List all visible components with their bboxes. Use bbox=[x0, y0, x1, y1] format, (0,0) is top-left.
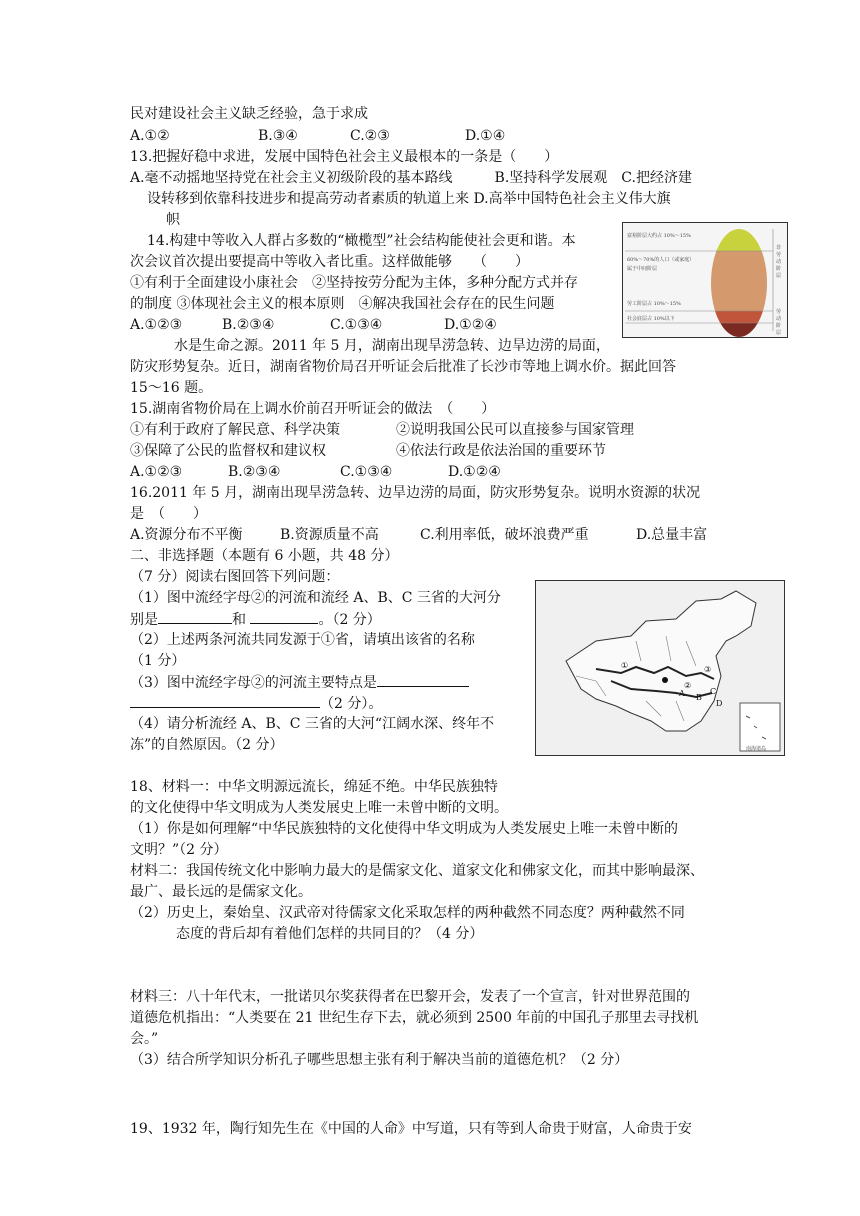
q17-sub: （4）请分析流经 A、B、C 三省的大河“江阔水深、终年不 bbox=[130, 716, 495, 732]
material-text: 15～16 题。 bbox=[130, 380, 213, 396]
q19-stem: 19、1932 年，陶行知先生在《中国的人命》中写道，只有等到人命贵于财富，人命贵于安 bbox=[130, 1121, 692, 1137]
option-d: D.①②④ bbox=[444, 317, 497, 333]
q16-stem: 16.2011 年 5 月，湖南出现旱涝急转、边旱边涝的局面，防灾形势复杂。说明水资源的状况 bbox=[130, 485, 701, 501]
q17-sub: 别是 和 。（2 分） bbox=[130, 609, 381, 630]
option-b: B.③④ bbox=[258, 128, 298, 144]
option-c: C.①③④ bbox=[330, 317, 383, 333]
q15-statement: ③保障了公民的监督权和建议权 ④依法行政是依法治国的重要环节 bbox=[130, 443, 606, 459]
q17-sub: （2 分）。 bbox=[130, 693, 382, 714]
q17-stem: （7 分）阅读右图回答下列问题： bbox=[130, 569, 340, 585]
figure-label: 60%～70%的人口（或家庭） bbox=[627, 257, 695, 263]
q12-options bbox=[130, 126, 505, 146]
map-label: B bbox=[696, 693, 702, 702]
option-a: A.①②③ bbox=[130, 464, 183, 480]
material-text: 材料三：八十年代末，一批诺贝尔奖获得者在巴黎开会，发表了一个宣言，针对世界范围的 bbox=[130, 989, 690, 1005]
material-text: 材料二：我国传统文化中影响力最大的是儒家文化、道家文化和佛家文化，而其中影响最深、 bbox=[130, 863, 704, 879]
option-b: B.②③④ bbox=[228, 464, 281, 480]
figure-side-label: 劳动阶层 bbox=[776, 309, 782, 336]
text-line: 民对建设社会主义缺乏经验，急于求成 bbox=[130, 106, 368, 122]
answer-blank[interactable] bbox=[158, 609, 232, 624]
material-text: 防灾形势复杂。近日，湖南省物价局召开听证会后批准了长沙市等地上调水价。据此回答 bbox=[130, 359, 676, 375]
band-top bbox=[703, 223, 783, 251]
q16-options bbox=[130, 525, 707, 545]
option-a: A.资源分布不平衡 bbox=[130, 527, 243, 543]
q15-options bbox=[130, 462, 501, 482]
material-text: 的文化使得中华文明成为人类发展史上唯一未曾中断的文明。 bbox=[130, 800, 508, 816]
q18-sub: （1）你是如何理解“中华民族独特的文化使得中华文明成为人类发展史上唯一未曾中断的 bbox=[130, 821, 679, 837]
q17-sub: （1）图中流经字母②的河流和流经 A、B、C 三省的大河分 bbox=[130, 590, 501, 606]
q14-stem: 次会议首次提出要提高中等收入者比重。这样做能够 （ ） bbox=[130, 254, 529, 270]
band-middle bbox=[703, 251, 783, 311]
figure-label: 富裕阶层大约占 10%～15% bbox=[627, 233, 691, 239]
band-lower bbox=[703, 311, 783, 323]
q14-statement: 的制度 ③体现社会主义的根本原则 ④解决我国社会存在的民生问题 bbox=[130, 296, 555, 312]
material-text: 18、材料一：中华文明源远流长，绵延不绝。中华民族独特 bbox=[130, 779, 498, 795]
option-b: B.②③④ bbox=[222, 317, 275, 333]
q18-sub: （2）历史上，秦始皇、汉武帝对待儒家文化采取怎样的两种截然不同态度？两种截然不同 bbox=[130, 905, 685, 921]
q18-sub: （3）结合所学知识分析孔子哪些思想主张有利于解决当前的道德危机？（2 分） bbox=[130, 1052, 629, 1068]
q16-stem: 是 （ ） bbox=[130, 506, 207, 522]
q17-sub: （1 分） bbox=[130, 653, 186, 669]
option-d: D.①②④ bbox=[448, 464, 501, 480]
map-outline-icon bbox=[536, 581, 784, 755]
material-text: 道德危机指出：“人类要在 21 世纪生存下去，就必须到 2500 年前的中国孔子那里去寻找机 bbox=[130, 1010, 699, 1026]
map-label: C bbox=[710, 687, 717, 696]
q14-options bbox=[130, 315, 497, 335]
q17-sub: （3）图中流经字母②的河流主要特点是 bbox=[130, 672, 469, 693]
q14-statement: ①有利于全面建设小康社会 ②坚持按劳分配为主体，多种分配方式并存 bbox=[130, 275, 578, 291]
option-a: A.①② bbox=[130, 128, 170, 144]
option-a: A.①②③ bbox=[130, 317, 183, 333]
map-label: D bbox=[716, 699, 723, 708]
map-label: ① bbox=[621, 661, 629, 670]
figure-label: 属于中间阶层 bbox=[627, 266, 658, 272]
option-c: C.②③ bbox=[350, 128, 390, 144]
figure-label: 社会底层占 10%以下 bbox=[627, 316, 675, 322]
option-d: D.①④ bbox=[465, 128, 506, 144]
option-b: B.资源质量不高 bbox=[280, 527, 379, 543]
q13-option-line: 帜 bbox=[166, 212, 180, 228]
option-c: C.利用率低，破坏浪费严重 bbox=[420, 527, 589, 543]
q17-sub: 冻”的自然原因。（2 分） bbox=[130, 737, 284, 753]
q18-sub: 态度的背后却有着他们怎样的共同目的？（4 分） bbox=[176, 926, 484, 942]
map-label: ② bbox=[684, 681, 692, 690]
map-label: A bbox=[679, 689, 685, 698]
material-text: 最广、最长远的是儒家文化。 bbox=[130, 884, 312, 900]
olive-society-figure bbox=[622, 222, 788, 338]
figure-label: 劳工阶层占 10%～15% bbox=[627, 301, 681, 307]
option-d: D.总量丰富 bbox=[636, 527, 708, 543]
q13-stem: 13.把握好稳中求进，发展中国特色社会主义最根本的一条是（ ） bbox=[130, 149, 559, 165]
answer-blank[interactable] bbox=[377, 672, 469, 687]
q15-stem: 15.湖南省物价局在上调水价前召开听证会的做法 （ ） bbox=[130, 401, 496, 417]
q15-statement: ①有利于政府了解民意、科学决策 ②说明我国公民可以直接参与国家管理 bbox=[130, 422, 634, 438]
figure-side-label: 非劳动阶层 bbox=[776, 245, 782, 279]
q17-sub: （2）上述两条河流共同发源于①省，请填出该省的名称 bbox=[130, 632, 475, 648]
q18-sub: 文明？”（2 分） bbox=[130, 842, 228, 858]
answer-blank[interactable] bbox=[250, 609, 318, 624]
map-inset-caption: 南海诸岛 bbox=[746, 746, 767, 752]
band-bottom bbox=[703, 323, 783, 337]
section-heading: 二、非选择题（本题有 6 小题，共 48 分） bbox=[130, 548, 399, 564]
q13-option-line: A.毫不动摇地坚持党在社会主义初级阶段的基本路线 B.坚持科学发展观 C.把经济建 bbox=[130, 170, 692, 186]
china-map-figure bbox=[535, 580, 785, 756]
option-c: C.①③④ bbox=[340, 464, 393, 480]
answer-blank[interactable] bbox=[130, 693, 320, 708]
material-text: 会。” bbox=[130, 1031, 159, 1047]
material-text: 水是生命之源。2011 年 5 月，湖南出现旱涝急转、边旱边涝的局面， bbox=[174, 338, 610, 354]
q13-option-line: 设转移到依靠科技进步和提高劳动者素质的轨道上来 D.高举中国特色社会主义伟大旗 bbox=[147, 191, 671, 207]
q14-stem: 14.构建中等收入人群占多数的“橄榄型”社会结构能使社会更和谐。本 bbox=[147, 233, 576, 249]
map-label: ③ bbox=[704, 665, 712, 674]
